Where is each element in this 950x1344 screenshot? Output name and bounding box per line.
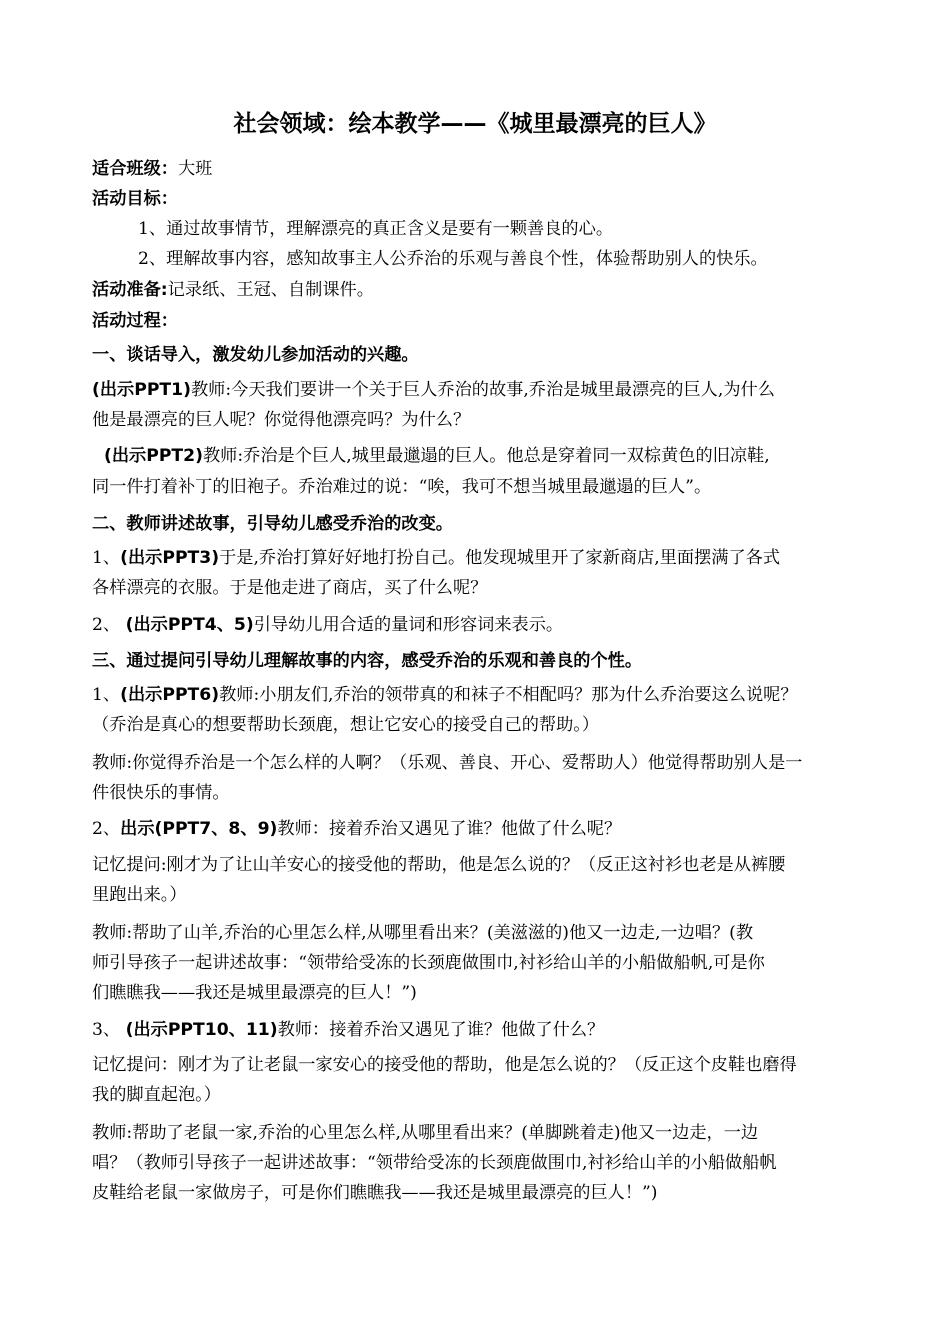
prep-value: 记录纸、王冠、自制课件。 (167, 280, 374, 300)
section-3-para-8-line-1: 教师:帮助了老鼠一家,乔治的心里怎么样,从哪里看出来？(单脚跳着走)他又一边走，一边 (92, 1123, 759, 1143)
ppt-prefix: (出示PPT3) (120, 548, 220, 568)
ppt-prefix: 出示(PPT7、8、9) (120, 819, 278, 839)
ppt-prefix: (出示PPT10、11) (125, 1020, 278, 1040)
section-3-para-2-line-1: 教师:你觉得乔治是一个怎么样的人啊？（乐观、善良、开心、爱帮助人）他觉得帮助别人是一 (92, 753, 803, 773)
ppt-prefix: (出示PPT1) (92, 380, 191, 400)
section-2-para-1-line-1 (92, 546, 872, 570)
section-3-para-1-line-2: （乔治是真心的想要帮助长颈鹿，想让它安心的接受自己的帮助。） (92, 715, 600, 735)
para-text: 教师：接着乔治又遇见了谁？他做了什么？ (277, 1020, 605, 1040)
section-1-para-2-line-1 (104, 444, 884, 468)
section-3-para-5-line-2: 师引导孩子一起讲述故事：“领带给受冻的长颈鹿做围巾,衬衫给山羊的小船做船帆,可是你 (92, 953, 765, 973)
ppt-prefix: (出示PPT2) (104, 446, 203, 466)
section-3-para-4-line-1: 记忆提问:刚才为了让山羊安心的接受他的帮助，他是怎么说的？（反正这衬衫也老是从裤腰 (92, 855, 786, 875)
page-title: 社会领域：绘本教学——《城里最漂亮的巨人》 (233, 111, 717, 137)
section-2-para-1-line-2: 各样漂亮的衣服。于是他走进了商店，买了什么呢？ (92, 578, 488, 598)
para-text: 教师:小朋友们,乔治的领带真的和袜子不相配吗？那为什么乔治要这么说呢？ (219, 685, 798, 705)
class-line (92, 157, 872, 181)
section-3-para-3 (92, 817, 872, 841)
item-number: 1、 (92, 685, 121, 705)
section-1-para-2-line-2: 同一件打着补丁的旧袍子。乔治难过的说：“唉，我可不想当城里最邋遢的巨人”。 (92, 477, 712, 497)
section-3-para-7-line-2: 我的脚直起泡。） (92, 1085, 221, 1105)
section-3-para-2-line-2: 件很快乐的事情。 (92, 783, 230, 803)
goal-1: 1、通过故事情节，理解漂亮的真正含义是要有一颗善良的心。 (138, 219, 614, 239)
item-number: 3、 (92, 1020, 126, 1040)
goal-2: 2、理解故事内容，感知故事主人公乔治的乐观与善良个性，体验帮助别人的快乐。 (138, 249, 768, 269)
item-number: 2、 (92, 615, 126, 635)
section-3-heading: 三、通过提问引导幼儿理解故事的内容，感受乔治的乐观和善良的个性。 (92, 651, 643, 671)
para-text: 引导幼儿用合适的量词和形容词来表示。 (253, 615, 564, 635)
section-2-heading: 二、教师讲述故事，引导幼儿感受乔治的改变。 (92, 514, 453, 534)
prep-label: 活动准备: (92, 280, 168, 300)
ppt-prefix: (出示PPT6) (120, 685, 220, 705)
class-label: 适合班级： (92, 159, 178, 179)
section-1-para-1-line-2: 他是最漂亮的巨人呢？你觉得他漂亮吗？为什么？ (92, 410, 471, 430)
para-text: 教师:今天我们要讲一个关于巨人乔治的故事,乔治是城里最漂亮的巨人,为什么 (190, 380, 775, 400)
section-2-para-2 (92, 613, 872, 637)
item-number: 1、 (92, 548, 121, 568)
section-3-para-5-line-3: 们瞧瞧我——我还是城里最漂亮的巨人！”) (92, 983, 417, 1003)
section-3-para-6 (92, 1018, 872, 1042)
section-3-para-1-line-1 (92, 683, 872, 707)
section-3-para-8-line-3: 皮鞋给老鼠一家做房子，可是你们瞧瞧我——我还是城里最漂亮的巨人！”) (92, 1183, 658, 1203)
prep-line (92, 278, 872, 302)
para-text: 于是,乔治打算好好地打扮自己。他发现城里开了家新商店,里面摆满了各式 (219, 548, 781, 568)
item-number: 2、 (92, 819, 121, 839)
ppt-prefix: (出示PPT4、5) (125, 615, 254, 635)
goals-label: 活动目标： (92, 189, 178, 209)
para-text: 教师:乔治是个巨人,城里最邋遢的巨人。他总是穿着同一双棕黄色的旧凉鞋, (202, 446, 770, 466)
section-1-para-1-line-1 (92, 378, 872, 402)
process-label: 活动过程： (92, 311, 178, 331)
section-1-heading: 一、谈话导入，激发幼儿参加活动的兴趣。 (92, 345, 419, 365)
section-3-para-7-line-1: 记忆提问：刚才为了让老鼠一家安心的接受他的帮助，他是怎么说的？（反正这个皮鞋也磨得 (92, 1055, 797, 1075)
section-3-para-8-line-2: 唱？（教师引导孩子一起讲述故事：“领带给受冻的长颈鹿做围巾,衬衫给山羊的小船做船帆 (92, 1153, 777, 1173)
section-3-para-4-line-2: 里跑出来。） (92, 885, 187, 905)
para-text: 教师：接着乔治又遇见了谁？他做了什么呢？ (277, 819, 622, 839)
class-value: 大班 (177, 159, 213, 179)
section-3-para-5-line-1: 教师:帮助了山羊,乔治的心里怎么样,从哪里看出来？(美滋滋的)他又一边走,一边唱？(教 (92, 923, 754, 943)
